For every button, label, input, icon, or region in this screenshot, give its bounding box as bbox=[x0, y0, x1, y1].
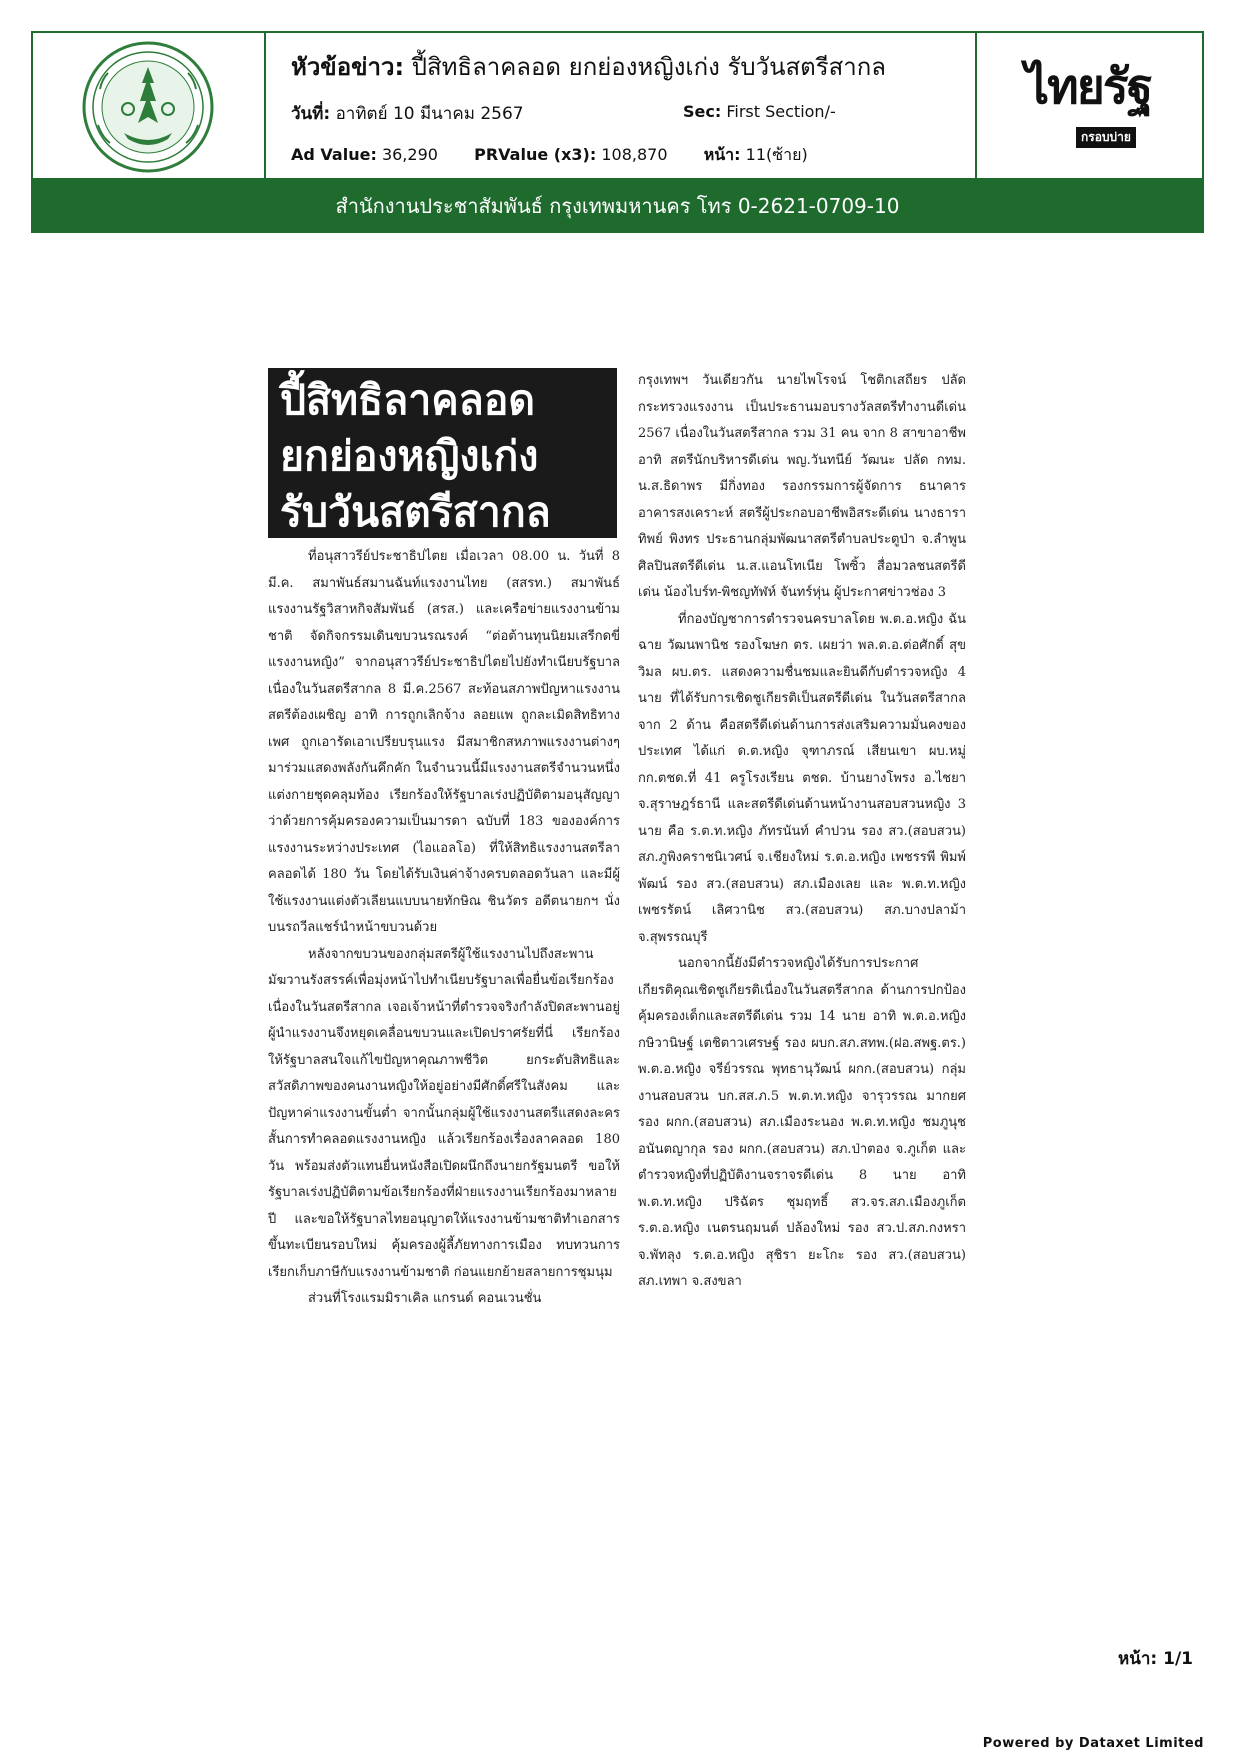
pr-value-label: PRValue (x3): bbox=[474, 145, 597, 164]
article-paragraph: ที่อนุสาวรีย์ประชาธิปไตย เมื่อเวลา 08.00 น. วันที่ 8 มี.ค. สมาพันธ์สมานฉันท์แรงงานไทย (สสรท.) สมาพันธ์แรงงานรัฐวิสาหกิจสัมพันธ์ (สรส.) และเครือข่ายแรงงานข้ามชาติ จัดกิจกรรมเดินขบวนรณรงค์ “ต่อต้านทุนนิยมเสรีกดขี่แรงงานหญิง” จากอนุสาวรีย์ประชาธิปไตยไปยังทำเนียบรัฐบาล เนื่องในวันสตรีสากล 8 มี.ค.2567 สะท้อนสภาพปัญหาแรงงานสตรีต้องเผชิญ อาทิ การถูกเลิกจ้าง ลอยแพ ถูกละเมิดสิทธิทางเพศ ถูกเอารัดเอาเปรียบรุนแรง มีสมาชิกสหภาพแรงงานต่างๆมาร่วมแสดงพลังกันคึกคัก ในจำนวนนี้มีแรงงานสตรีจำนวนหนึ่งแต่งกายชุดคลุมท้อง เรียกร้องให้รัฐบาลเร่งปฏิบัติตามอนุสัญญาว่าด้วยการคุ้มครองความเป็นมารดา ฉบับที่ 183 ขององค์การแรงงานระหว่างประเทศ (ไอแอลโอ) ที่ให้สิทธิแรงงานสตรีลาคลอดได้ 180 วัน โดยได้รับเงินค่าจ้างครบตลอดวันลา และมีผู้ใช้แรงงานแต่งตัวเลียนแบบนายทักษิณ ชินวัตร อดีตนายกฯ นั่งบนรถวีลแชร์นำหน้าขบวนด้วย bbox=[268, 549, 620, 935]
section-row bbox=[683, 102, 836, 121]
article-paragraph: หลังจากขบวนของกลุ่มสตรีผู้ใช้แรงงานไปถึงสะพานมัฆวานรังสรรค์เพื่อมุ่งหน้าไปทำเนียบรัฐบาลเพื่อยื่นข้อเรียกร้องเนื่องในวันสตรีสากล เจอเจ้าหน้าที่ตำรวจจริงกำลังปิดสะพานอยู่ ผู้นำแรงงานจึงหยุดเคลื่อนขบวนและเปิดปราศรัยที่นี่ เรียกร้องให้รัฐบาลสนใจแก้ไขปัญหาคุณภาพชีวิต ยกระดับสิทธิและสวัสดิภาพของคนงานหญิงให้อยู่อย่างมีศักดิ์ศรีในสังคม และปัญหาค่าแรงงานขั้นต่ำ จากนั้นกลุ่มผู้ใช้แรงงานสตรีแสดงละครสั้นการทำคลอดแรงงานหญิง แล้วเรียกร้องเรื่องลาคลอด 180 วัน พร้อมส่งตัวแทนยื่นหนังสือเปิดผนึกถึงนายกรัฐมนตรี ขอให้รัฐบาลเร่งปฏิบัติตามข้อเรียกร้องที่ฝ่ายแรงงานเรียกร้องมาหลายปี และขอให้รัฐบาลไทยอนุญาตให้แรงงานข้ามชาติทำเอกสารขึ้นทะเบียนรอบใหม่ คุ้มครองผู้ลี้ภัยทางการเมือง ทบทวนการเรียกเก็บภาษีกับแรงงานข้ามชาติ ก่อนแยกย้ายสลายการชุมนุม bbox=[268, 946, 620, 1280]
page-number bbox=[1118, 1645, 1193, 1672]
article-paragraph: กรุงเทพฯ วันเดียวกัน นายไพโรจน์ โชติกเสถียร ปลัดกระทรวงแรงงาน เป็นประธานมอบรางวัลสตรีทำงานดีเด่น 2567 เนื่องในวันสตรีสากล รวม 31 คน จาก 8 สาขาอาชีพ อาทิ สตรีนักบริหารดีเด่น พญ.วันทนีย์ วัฒนะ ปลัด กทม. น.ส.ธิดาพร มีกิ่งทอง รองกรรมการผู้จัดการ ธนาคารอาคารสงเคราะห์ สตรีผู้ประกอบอาชีพอิสระดีเด่น นางธาราทิพย์ พิงทร ประธานกลุ่มพัฒนาสตรีตำบลประตูป่า จ.ลำพูน ศิลปินสตรีดีเด่น น.ส.แอนโทเนีย โพซิ้ว สื่อมวลชนสตรีดีเด่น น้องไบร์ท-พิชญทัฬห์ จันทร์หุ่น ผู้ประกาศข่าวช่อง 3 bbox=[638, 373, 966, 600]
section-value: First Section/- bbox=[726, 102, 836, 121]
headline-label: หัวข้อข่าว: bbox=[291, 53, 405, 81]
article-paragraph: ส่วนที่โรงแรมมิราเคิล แกรนด์ คอนเวนชั่น bbox=[308, 1291, 542, 1306]
article-column-left bbox=[268, 544, 620, 1313]
article-paragraph: ที่กองบัญชาการตำรวจนครบาลโดย พ.ต.อ.หญิง ฉันฉาย วัฒนพานิช รองโฆษก ตร. เผยว่า พล.ต.อ.ต่อศักดิ์ สุขวิมล ผบ.ตร. แสดงความชื่นชมและยินดีกับตำรวจหญิง 4 นาย ที่ได้รับการเชิดชูเกียรติเป็นสตรีดีเด่น ในวันสตรีสากลจาก 2 ด้าน คือสตรีดีเด่นด้านการส่งเสริมความมั่นคงของประเทศ ได้แก่ ด.ต.หญิง จุฑาภรณ์ เสียนเขา ผบ.หมู่ กก.ตชด.ที่ 41 ครูโรงเรียน ตชด. บ้านยางโพรง อ.ไชยา จ.สุราษฎร์ธานี และสตรีดีเด่นด้านหน้างานสอบสวนหญิง 3 นาย คือ ร.ต.ท.หญิง ภัทรนันท์ คำปวน รอง สว.(สอบสวน) สภ.ภูพิงคราชนิเวศน์ จ.เชียงใหม่ ร.ต.อ.หญิง เพชรรพี พิมพ์พัฒน์ รอง สว.(สอบสวน) สภ.เมืองเลย และ พ.ต.ท.หญิง เพชรรัตน์ เลิศวานิช สว.(สอบสวน) สภ.บางปลาม้า จ.สุพรรณบุรี bbox=[638, 611, 966, 945]
date-label: วันที่: bbox=[291, 104, 331, 124]
article-headline bbox=[268, 368, 617, 538]
page-value: 11(ซ้าย) bbox=[745, 145, 808, 164]
publication-logo bbox=[975, 33, 1202, 178]
article-column-right bbox=[638, 368, 966, 1296]
agency-bar: สำนักงานประชาสัมพันธ์ กรุงเทพมหานคร โทร 0-2621-0709-10 bbox=[31, 180, 1204, 233]
bma-seal-icon bbox=[80, 39, 216, 175]
headline-row bbox=[291, 47, 886, 86]
headline-line: ยกย่องหญิงเก่ง bbox=[280, 432, 539, 480]
ad-value: 36,290 bbox=[381, 145, 438, 164]
section-label: Sec: bbox=[683, 102, 722, 121]
headline-line: ปี้สิทธิลาคลอด bbox=[280, 376, 536, 424]
date-row bbox=[291, 100, 524, 127]
date-value: อาทิตย์ 10 มีนาคม 2567 bbox=[335, 104, 524, 124]
headline-line: รับวันสตรีสากล bbox=[280, 488, 551, 536]
clipping-info bbox=[264, 33, 977, 178]
powered-by: Powered by Dataxet Limited bbox=[982, 1736, 1204, 1751]
page-number-label: หน้า: bbox=[1118, 1649, 1158, 1669]
ad-value-label: Ad Value: bbox=[291, 145, 377, 164]
page-label: หน้า: bbox=[703, 145, 741, 164]
seal-cell bbox=[33, 33, 266, 178]
thairath-logo: ไทยรัฐ bbox=[1025, 59, 1152, 115]
headline-text: ปี้สิทธิลาคลอด ยกย่องหญิงเก่ง รับวันสตรีสากล bbox=[411, 53, 886, 81]
pr-value: 108,870 bbox=[601, 145, 668, 164]
value-row bbox=[291, 143, 808, 168]
article-paragraph: นอกจากนี้ยังมีตำรวจหญิงได้รับการประกาศเกียรติคุณเชิดชูเกียรติเนื่องในวันสตรีสากล ด้านการปกป้องคุ้มครองเด็กและสตรีดีเด่น รวม 14 นาย อาทิ พ.ต.อ.หญิง กษิวานิษฐ์ เตชิตาวเศรษฐ์ รอง ผบก.สภ.สทพ.(ฝอ.สพฐ.ตร.) พ.ต.อ.หญิง จรีย์วรรณ พุทธานุวัฒน์ ผกก.(สอบสวน) กลุ่มงานสอบสวน บก.สส.ภ.5 พ.ต.ท.หญิง จารุวรรณ มากยศ รอง ผกก.(สอบสวน) สภ.เมืองระนอง พ.ต.ท.หญิง ชมภูนุช อนันตญากุล รอง ผกก.(สอบสวน) สภ.ป่าตอง จ.ภูเก็ต และตำรวจหญิงที่ปฏิบัติงานจราจรดีเด่น 8 นาย อาทิ พ.ต.ท.หญิง ปริฉัตร ชุมฤทธิ์ สว.จร.สภ.เมืองภูเก็ต ร.ต.อ.หญิง เนตรนฤมนต์ ปล้องใหม่ รอง สว.ป.สภ.กงหรา จ.พัทลุง ร.ต.อ.หญิง สุชิรา ยะโกะ รอง สว.(สอบสวน) สภ.เทพา จ.สงขลา bbox=[638, 956, 966, 1289]
edition-badge: กรอบบ่าย bbox=[1076, 127, 1136, 148]
page-number-value: 1/1 bbox=[1163, 1649, 1193, 1669]
clipping-header bbox=[31, 31, 1204, 180]
